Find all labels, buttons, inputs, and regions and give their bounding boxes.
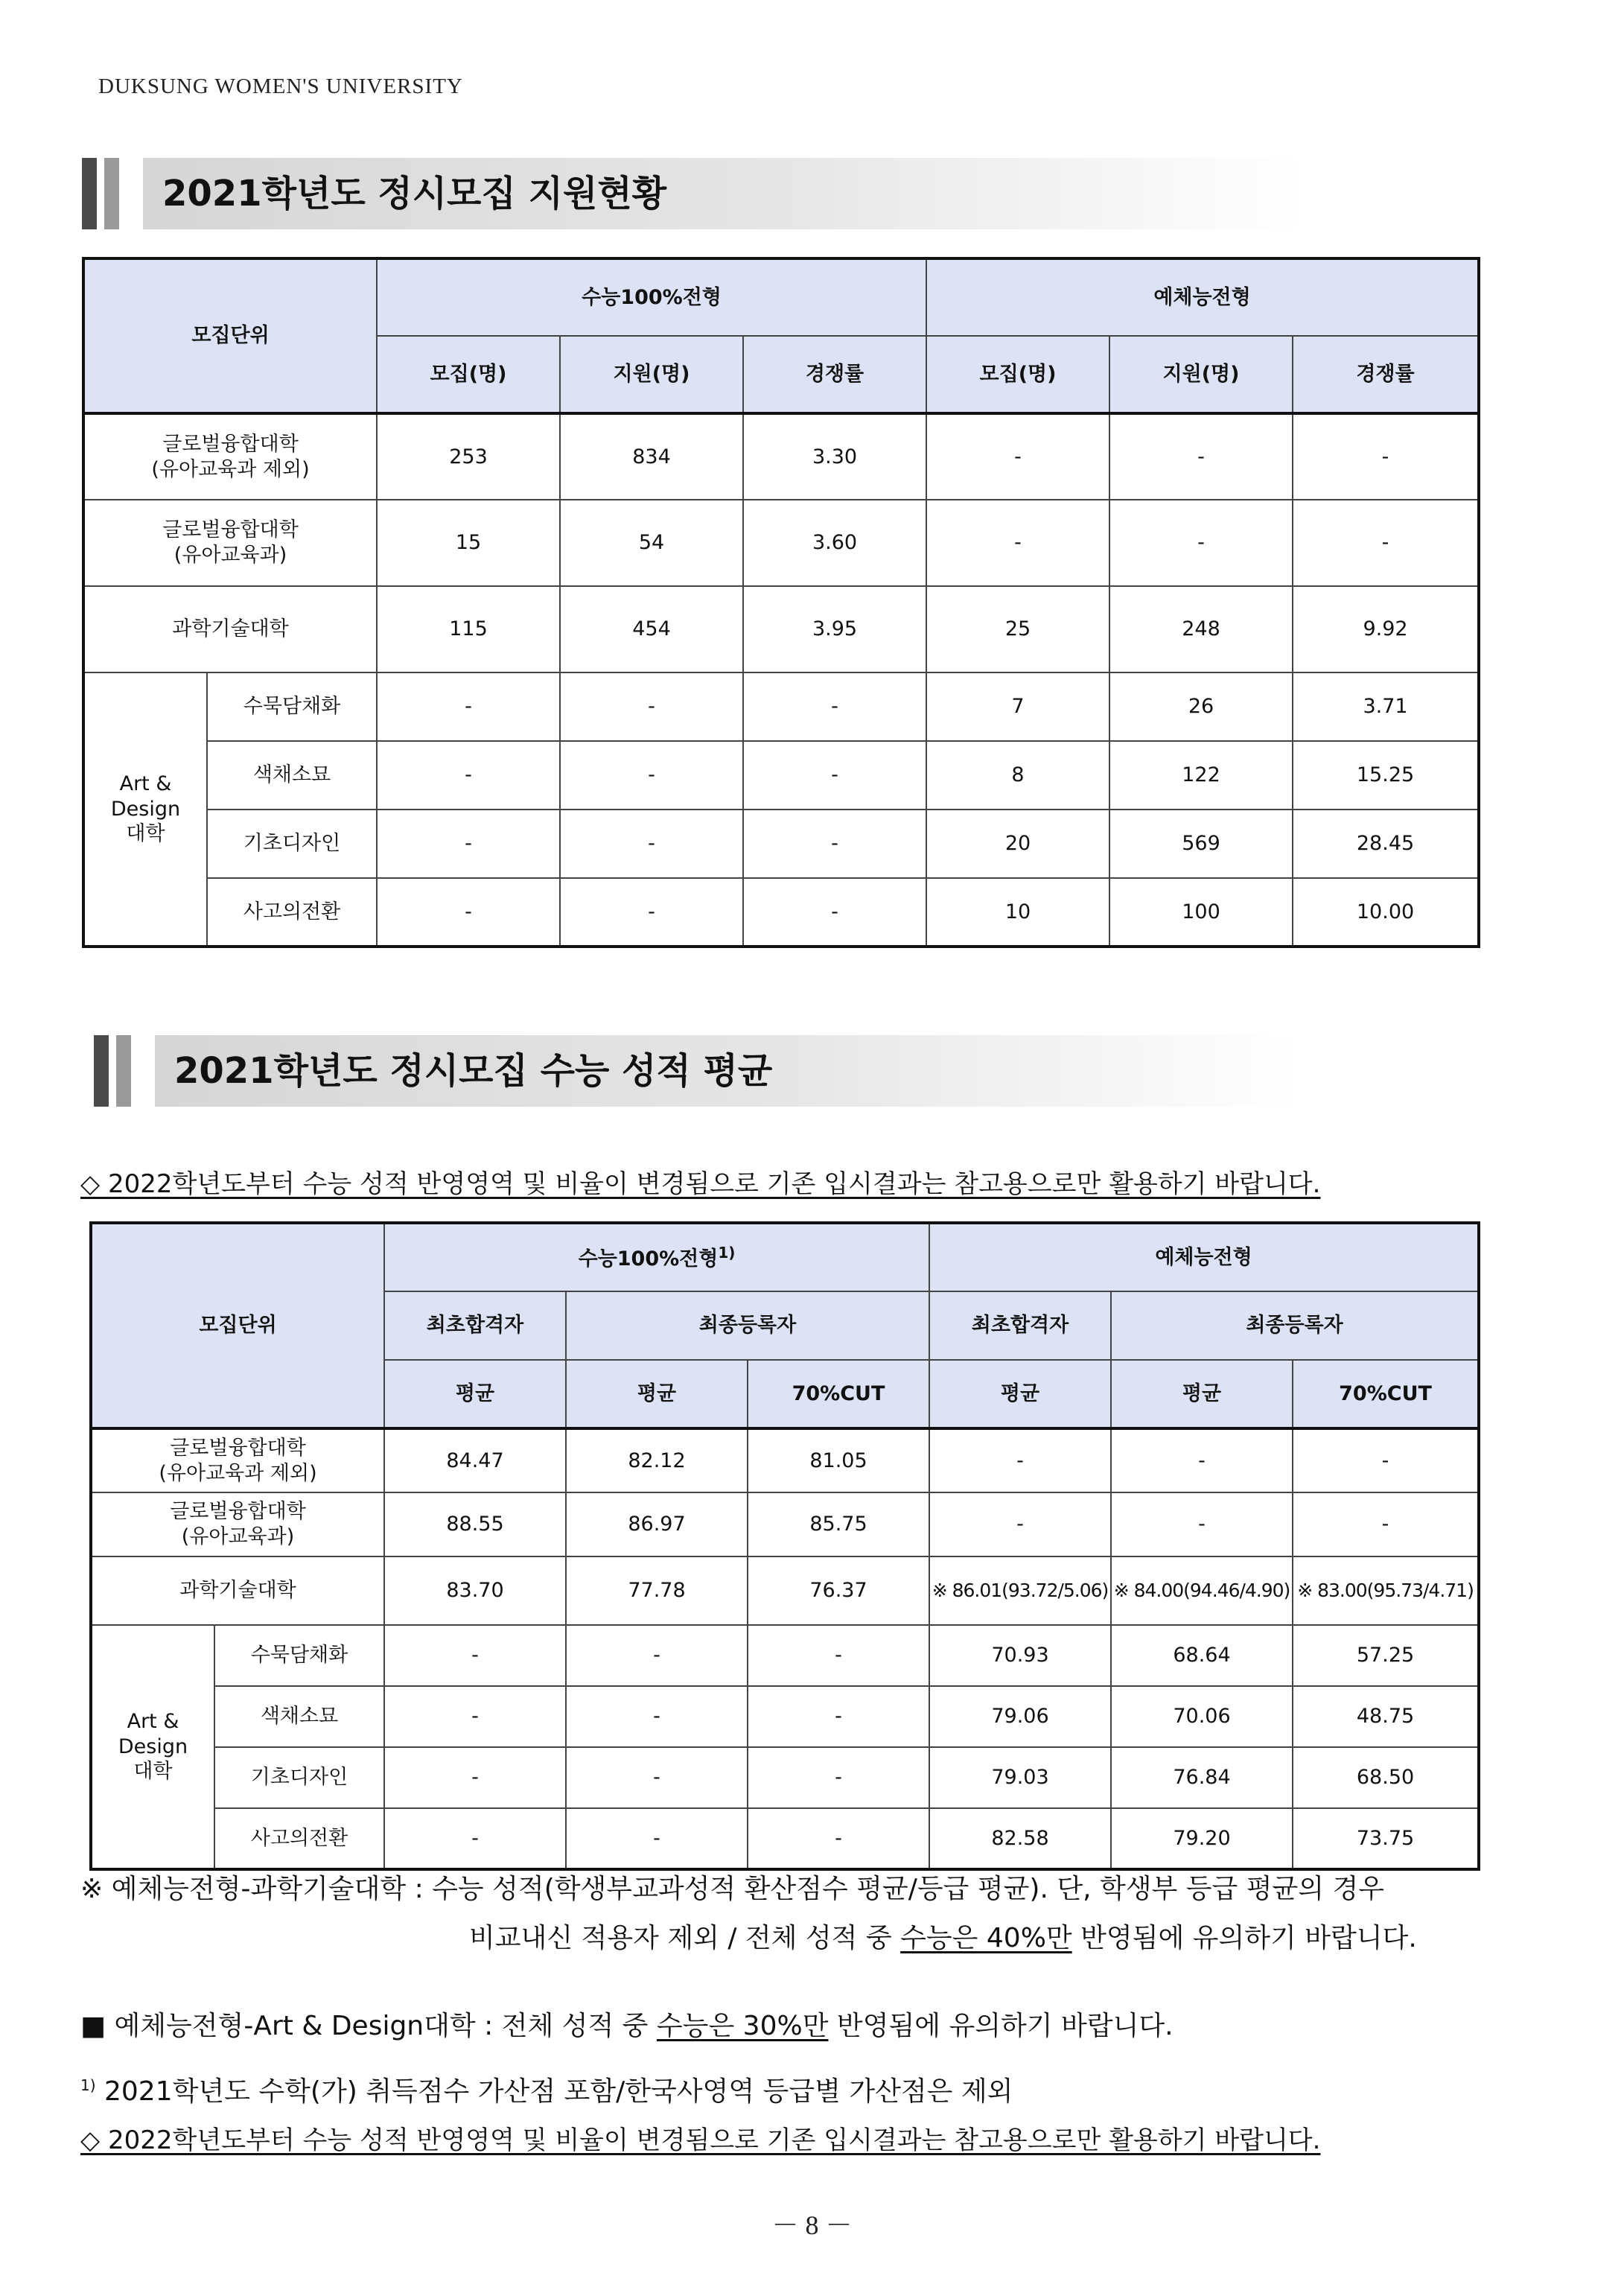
col-header: 모집(명) bbox=[926, 336, 1109, 413]
data-cell: - bbox=[377, 878, 560, 947]
notice-bottom: ◇ 2022학년도부터 수능 성적 반영영역 및 비율이 변경됨으로 기존 입시결과는 참고용으로만 활용하기 바랍니다. bbox=[80, 2125, 1321, 2155]
data-cell: 569 bbox=[1109, 810, 1293, 878]
title-bar-light bbox=[116, 1035, 131, 1107]
note-science-arts-cont: 비교내신 적용자 제외 / 전체 성적 중 수능은 40%만 반영됨에 유의하기 바랍니다. bbox=[469, 1923, 1417, 1953]
table-row bbox=[91, 1625, 1479, 1686]
data-cell: - bbox=[560, 878, 743, 947]
table-row bbox=[83, 500, 1479, 586]
data-cell: 115 bbox=[377, 586, 560, 672]
data-cell: ※ 83.00(95.73/4.71) bbox=[1293, 1556, 1479, 1625]
data-cell: - bbox=[748, 1808, 929, 1869]
unit-cell: 글로벌융합대학 (유아교육과) bbox=[83, 500, 377, 586]
data-cell: - bbox=[566, 1625, 748, 1686]
table-row bbox=[83, 586, 1479, 672]
data-cell: - bbox=[384, 1625, 566, 1686]
unit-cell: 색채소묘 bbox=[214, 1686, 384, 1747]
data-cell: 76.37 bbox=[748, 1556, 929, 1625]
group-header-suneung: 수능100%전형 bbox=[377, 258, 926, 336]
data-cell: 8 bbox=[926, 741, 1109, 810]
data-cell: - bbox=[1293, 1428, 1479, 1492]
data-cell: 83.70 bbox=[384, 1556, 566, 1625]
data-cell: - bbox=[743, 878, 926, 947]
unit-cell: 색채소묘 bbox=[207, 741, 377, 810]
data-cell: 834 bbox=[560, 413, 743, 500]
col-header: 지원(명) bbox=[1109, 336, 1293, 413]
data-cell: 3.30 bbox=[743, 413, 926, 500]
data-cell: - bbox=[566, 1808, 748, 1869]
section2-heading bbox=[94, 1035, 1303, 1107]
unit-cell: 글로벌융합대학 (유아교육과 제외) bbox=[91, 1428, 384, 1492]
title-bar-dark bbox=[82, 158, 97, 229]
data-cell: 68.50 bbox=[1293, 1747, 1479, 1808]
unit-cell: 사고의전환 bbox=[214, 1808, 384, 1869]
col-header: 지원(명) bbox=[560, 336, 743, 413]
col-header: 경쟁률 bbox=[1293, 336, 1479, 413]
data-cell: - bbox=[743, 810, 926, 878]
data-cell: - bbox=[929, 1428, 1111, 1492]
title-bar-light bbox=[104, 158, 119, 229]
unit-cell: 글로벌융합대학 (유아교육과 제외) bbox=[83, 413, 377, 500]
data-cell: 88.55 bbox=[384, 1492, 566, 1556]
table-row bbox=[91, 1492, 1479, 1556]
data-cell: - bbox=[566, 1686, 748, 1747]
data-cell: 79.20 bbox=[1111, 1808, 1293, 1869]
col-header: 경쟁률 bbox=[743, 336, 926, 413]
data-cell: - bbox=[926, 500, 1109, 586]
unit-cell: 기초디자인 bbox=[207, 810, 377, 878]
data-cell: 85.75 bbox=[748, 1492, 929, 1556]
data-cell: 70.06 bbox=[1111, 1686, 1293, 1747]
application-status-table bbox=[82, 257, 1480, 948]
note-science-arts: ※ 예체능전형-과학기술대학 : 수능 성적(학생부교과성적 환산점수 평균/등급 평균). 단, 학생부 등급 평균의 경우 bbox=[80, 1874, 1385, 1904]
title-bar-dark bbox=[94, 1035, 109, 1107]
data-cell: 48.75 bbox=[1293, 1686, 1479, 1747]
data-cell: - bbox=[748, 1747, 929, 1808]
data-cell: 3.95 bbox=[743, 586, 926, 672]
art-design-group-cell: Art & Design 대학 bbox=[91, 1625, 214, 1869]
data-cell: 68.64 bbox=[1111, 1625, 1293, 1686]
table-row bbox=[91, 1686, 1479, 1747]
data-cell: ※ 86.01(93.72/5.06) bbox=[929, 1556, 1111, 1625]
col-header: 모집(명) bbox=[377, 336, 560, 413]
data-cell: 9.92 bbox=[1293, 586, 1479, 672]
data-cell: 76.84 bbox=[1111, 1747, 1293, 1808]
table-row bbox=[83, 878, 1479, 947]
page-number: － 8 － bbox=[771, 2210, 853, 2240]
unit-header: 모집단위 bbox=[91, 1223, 384, 1428]
col-header: 평균 bbox=[384, 1360, 566, 1428]
table-row bbox=[83, 741, 1479, 810]
data-cell: - bbox=[377, 741, 560, 810]
unit-cell: 수묵담채화 bbox=[214, 1625, 384, 1686]
col-header: 70%CUT bbox=[748, 1360, 929, 1428]
unit-cell: 사고의전환 bbox=[207, 878, 377, 947]
unit-cell: 기초디자인 bbox=[214, 1747, 384, 1808]
data-cell: 28.45 bbox=[1293, 810, 1479, 878]
table-row bbox=[91, 1747, 1479, 1808]
data-cell: 70.93 bbox=[929, 1625, 1111, 1686]
table-row bbox=[83, 672, 1479, 741]
data-cell: - bbox=[560, 741, 743, 810]
data-cell: 100 bbox=[1109, 878, 1293, 947]
data-cell: 7 bbox=[926, 672, 1109, 741]
unit-cell: 과학기술대학 bbox=[83, 586, 377, 672]
sub-header: 최초합격자 bbox=[929, 1291, 1111, 1360]
table-row bbox=[91, 1428, 1479, 1492]
data-cell: - bbox=[926, 413, 1109, 500]
data-cell: - bbox=[1293, 500, 1479, 586]
table-row bbox=[83, 810, 1479, 878]
data-cell: - bbox=[1111, 1428, 1293, 1492]
data-cell: - bbox=[1109, 413, 1293, 500]
data-cell: 10.00 bbox=[1293, 878, 1479, 947]
col-header: 70%CUT bbox=[1293, 1360, 1479, 1428]
data-cell: 73.75 bbox=[1293, 1808, 1479, 1869]
data-cell: 15 bbox=[377, 500, 560, 586]
data-cell: - bbox=[560, 672, 743, 741]
unit-cell: 과학기술대학 bbox=[91, 1556, 384, 1625]
col-header: 평균 bbox=[566, 1360, 748, 1428]
unit-cell: 글로벌융합대학 (유아교육과) bbox=[91, 1492, 384, 1556]
footnote: $^{1)}$ 2021학년도 수학(가) 취득점수 가산점 포함/한국사영역 등급별 가산점은 제외 bbox=[80, 2076, 1013, 2107]
data-cell: 10 bbox=[926, 878, 1109, 947]
section2-title: 2021학년도 정시모집 수능 성적 평균 bbox=[174, 1050, 773, 1092]
data-cell: - bbox=[929, 1492, 1111, 1556]
table-row bbox=[91, 1808, 1479, 1869]
table-row bbox=[91, 1556, 1479, 1625]
data-cell: - bbox=[1293, 1492, 1479, 1556]
data-cell: - bbox=[384, 1808, 566, 1869]
score-average-table bbox=[89, 1221, 1480, 1871]
unit-header: 모집단위 bbox=[83, 258, 377, 413]
group-header-suneung: 수능100%전형$^{1)}$ bbox=[384, 1223, 929, 1291]
data-cell: 82.12 bbox=[566, 1428, 748, 1492]
data-cell: - bbox=[748, 1625, 929, 1686]
data-cell: 3.71 bbox=[1293, 672, 1479, 741]
data-cell: 77.78 bbox=[566, 1556, 748, 1625]
section1-heading bbox=[82, 158, 1303, 229]
sub-header: 최초합격자 bbox=[384, 1291, 566, 1360]
data-cell: 82.58 bbox=[929, 1808, 1111, 1869]
data-cell: 253 bbox=[377, 413, 560, 500]
data-cell: 248 bbox=[1109, 586, 1293, 672]
data-cell: 86.97 bbox=[566, 1492, 748, 1556]
col-header: 평균 bbox=[1111, 1360, 1293, 1428]
university-header: DUKSUNG WOMEN'S UNIVERSITY bbox=[98, 74, 463, 98]
sub-header: 최종등록자 bbox=[1111, 1291, 1479, 1360]
data-cell: - bbox=[748, 1686, 929, 1747]
data-cell: - bbox=[377, 672, 560, 741]
table-row bbox=[83, 413, 1479, 500]
note-art-design: ■ 예체능전형-Art & Design대학 : 전체 성적 중 수능은 30%만 반영됨에 유의하기 바랍니다. bbox=[80, 2011, 1174, 2041]
data-cell: 25 bbox=[926, 586, 1109, 672]
data-cell: - bbox=[743, 741, 926, 810]
data-cell: 26 bbox=[1109, 672, 1293, 741]
data-cell: 20 bbox=[926, 810, 1109, 878]
data-cell: 54 bbox=[560, 500, 743, 586]
group-header-arts: 예체능전형 bbox=[926, 258, 1479, 336]
data-cell: - bbox=[384, 1686, 566, 1747]
section1-title: 2021학년도 정시모집 지원현황 bbox=[162, 173, 667, 214]
data-cell: - bbox=[560, 810, 743, 878]
data-cell: - bbox=[566, 1747, 748, 1808]
data-cell: 79.06 bbox=[929, 1686, 1111, 1747]
data-cell: 79.03 bbox=[929, 1747, 1111, 1808]
data-cell: 57.25 bbox=[1293, 1625, 1479, 1686]
data-cell: 3.60 bbox=[743, 500, 926, 586]
col-header: 평균 bbox=[929, 1360, 1111, 1428]
data-cell: 15.25 bbox=[1293, 741, 1479, 810]
art-design-group-cell: Art & Design 대학 bbox=[83, 672, 207, 947]
data-cell: ※ 84.00(94.46/4.90) bbox=[1111, 1556, 1293, 1625]
sub-header: 최종등록자 bbox=[566, 1291, 929, 1360]
data-cell: - bbox=[384, 1747, 566, 1808]
group-header-arts: 예체능전형 bbox=[929, 1223, 1479, 1291]
data-cell: 84.47 bbox=[384, 1428, 566, 1492]
data-cell: 454 bbox=[560, 586, 743, 672]
data-cell: 122 bbox=[1109, 741, 1293, 810]
data-cell: - bbox=[1111, 1492, 1293, 1556]
data-cell: - bbox=[1293, 413, 1479, 500]
data-cell: - bbox=[743, 672, 926, 741]
data-cell: - bbox=[1109, 500, 1293, 586]
data-cell: - bbox=[377, 810, 560, 878]
notice-top: ◇ 2022학년도부터 수능 성적 반영영역 및 비율이 변경됨으로 기존 입시결과는 참고용으로만 활용하기 바랍니다. bbox=[80, 1169, 1321, 1199]
data-cell: 81.05 bbox=[748, 1428, 929, 1492]
unit-cell: 수묵담채화 bbox=[207, 672, 377, 741]
